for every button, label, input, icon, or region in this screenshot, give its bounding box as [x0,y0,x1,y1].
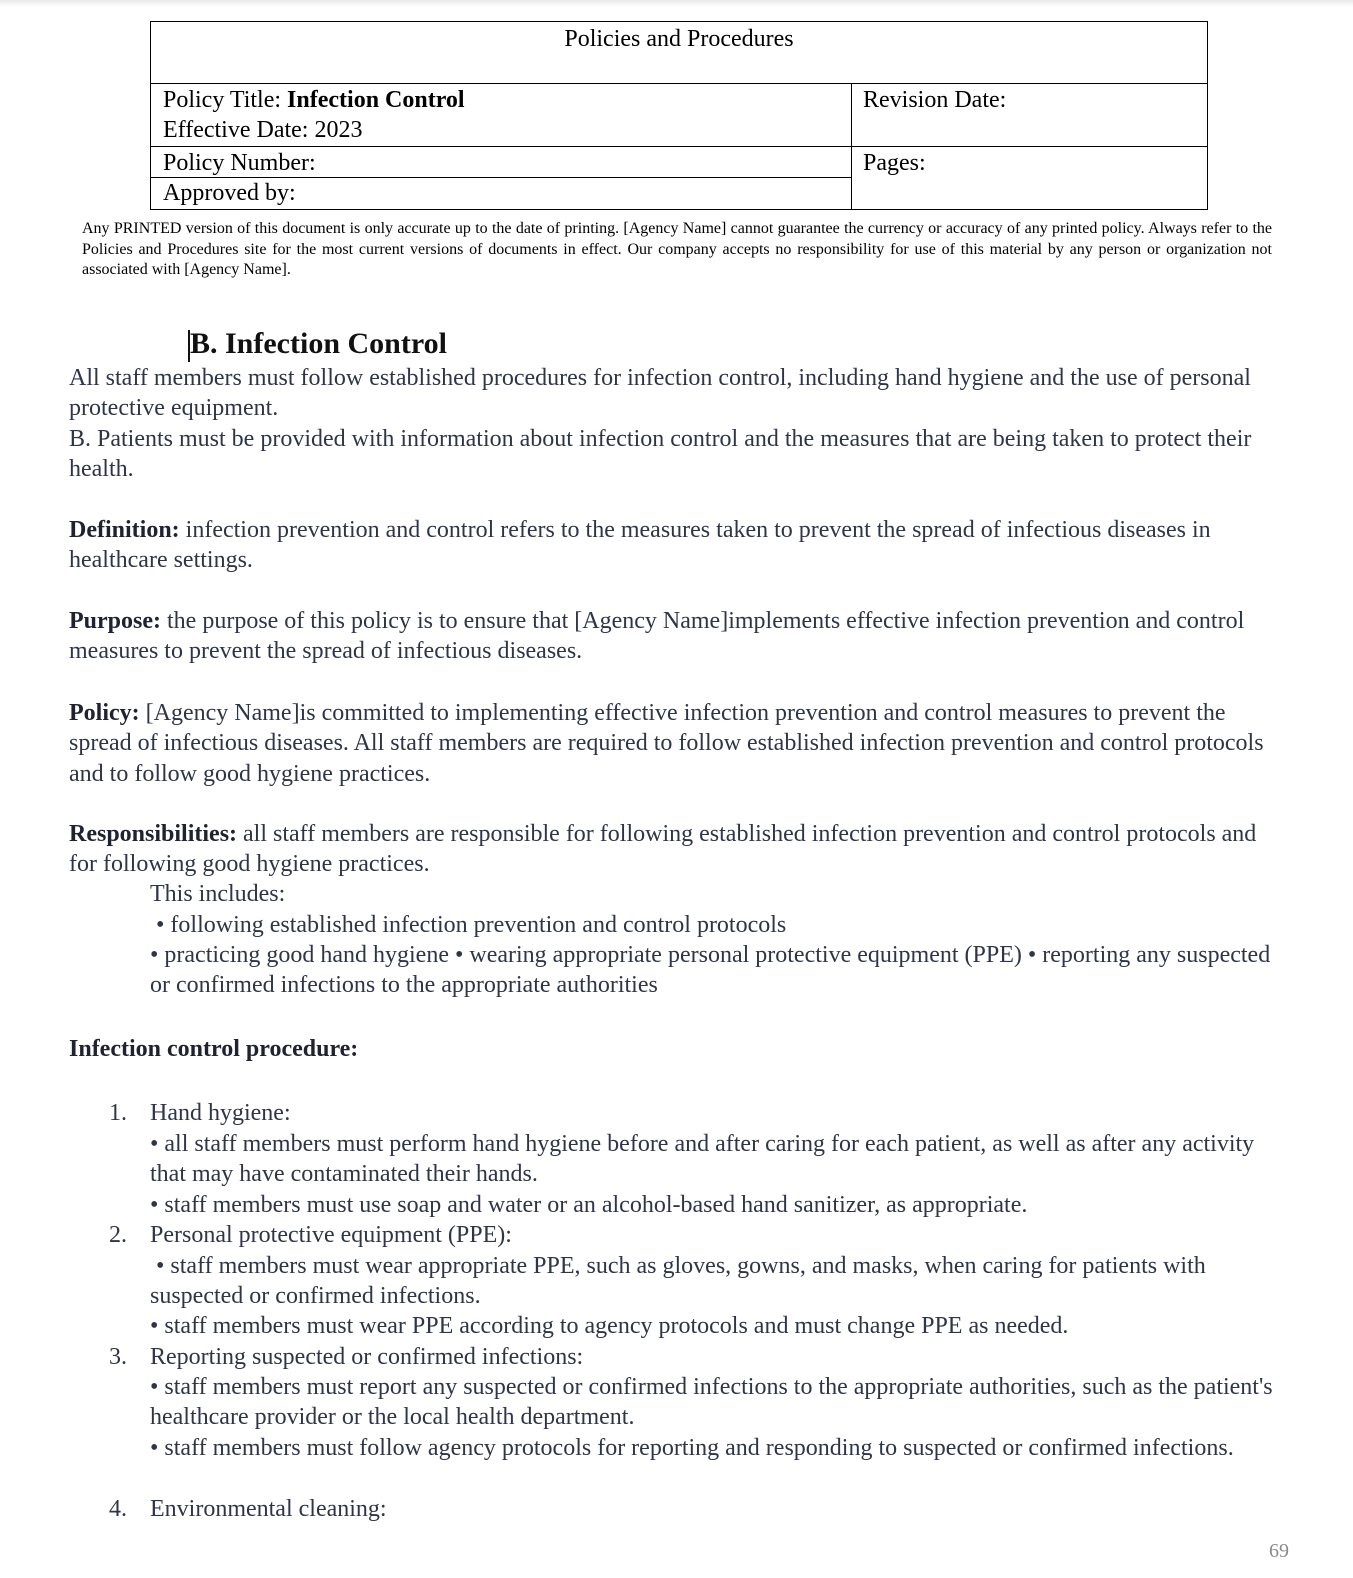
policy-title [163,85,465,115]
disclaimer-text: Any PRINTED version of this document is only accurate up to the date of printing. [Agency Name] cannot guarantee the currency or accuracy of any printed policy. Always refer to the Policies and Procedures site for the most current versions of documents in effect. Our company accepts no responsibility for use of this material by any person or organization not associated with [Agency Name]. [82,220,1272,278]
policy-title-value: Infection Control [287,87,465,113]
list-item: • staff members must use soap and water or an alcohol-based hand sanitizer, as appropriate. [150,1192,1028,1218]
intro-paragraph: B. Patients must be provided with information about infection control and the measures that are being taken to protect their health. [69,426,1252,483]
table-rule [151,83,1207,84]
policy-title-label: Policy Title: [163,87,288,113]
definition-label: Definition: [69,517,180,543]
policy-number: Policy Number: [163,150,316,176]
procedure-heading [69,1034,1279,1064]
procedure-item-title: Hand hygiene: [150,1100,291,1126]
purpose-label: Purpose: [69,608,161,634]
responsibilities-paragraph [69,819,1279,880]
list-number: 1. [109,1100,127,1126]
policy-text: [Agency Name]is committed to implementing effective infection prevention and control measures to prevent the spread of infectious diseases. All staff members are required to follow established infection prevention and control protocols and to follow good hygiene practices. [69,700,1264,787]
list-item: • staff members must report any suspected or confirmed infections to the appropriate authorities, such as the patient's healthcare provider or the local health department. [150,1374,1273,1431]
list-item: • staff members must wear appropriate PPE, such as gloves, gowns, and masks, when caring for patients with suspected or confirmed infections. [150,1253,1212,1310]
intro-paragraph: All staff members must follow established procedures for infection control, including hand hygiene and the use of personal protective equipment. [69,365,1251,422]
procedure-item-title: Personal protective equipment (PPE): [150,1222,512,1248]
policy-paragraph [69,698,1279,789]
list-number: 4. [109,1496,127,1522]
list-number: 2. [109,1222,127,1248]
effective-date: Effective Date: 2023 [163,117,363,143]
list-item: • staff members must follow agency protocols for reporting and responding to suspected or confirmed infections. [150,1435,1234,1461]
responsibilities-text: all staff members are responsible for following established infection prevention and control protocols and for following good hygiene practices. [69,821,1257,878]
table-divider [851,83,852,209]
policy-header-table [150,21,1208,210]
list-item: • practicing good hand hygiene • wearing appropriate personal protective equipment (PPE) • reporting any suspected or confirmed infections to the appropriate authorities [150,942,1271,999]
includes-label: This includes: [150,881,286,907]
policy-label: Policy: [69,700,140,726]
purpose-paragraph [69,606,1279,667]
list-item: • all staff members must perform hand hygiene before and after caring for each patient, as well as after any activity that may have contaminated their hands. [150,1131,1255,1188]
list-item: • staff members must wear PPE according to agency protocols and must change PPE as needed. [150,1313,1069,1339]
pages: Pages: [863,150,926,176]
procedure-item-title: Environmental cleaning: [150,1496,387,1522]
page-top-shadow [0,0,1353,7]
header-title: Policies and Procedures [564,26,794,52]
list-item: • following established infection prevention and control protocols [150,912,787,938]
procedure-heading-text: Infection control procedure: [69,1036,359,1062]
responsibilities-label: Responsibilities: [69,821,238,847]
definition-paragraph [69,515,1279,576]
page-number: 69 [1269,1540,1289,1562]
approved-by: Approved by: [163,180,296,206]
definition-text: infection prevention and control refers to the measures taken to prevent the spread of infectious diseases in healthcare settings. [69,517,1211,574]
list-number: 3. [109,1344,127,1370]
section-title[interactable]: B. Infection Control [190,327,447,360]
procedure-item-title: Reporting suspected or confirmed infections: [150,1344,584,1370]
purpose-text: the purpose of this policy is to ensure that [Agency Name]implements effective infection prevention and control measures to prevent the spread of infectious diseases. [69,608,1245,665]
table-rule [151,146,1207,147]
revision-date: Revision Date: [863,87,1007,113]
